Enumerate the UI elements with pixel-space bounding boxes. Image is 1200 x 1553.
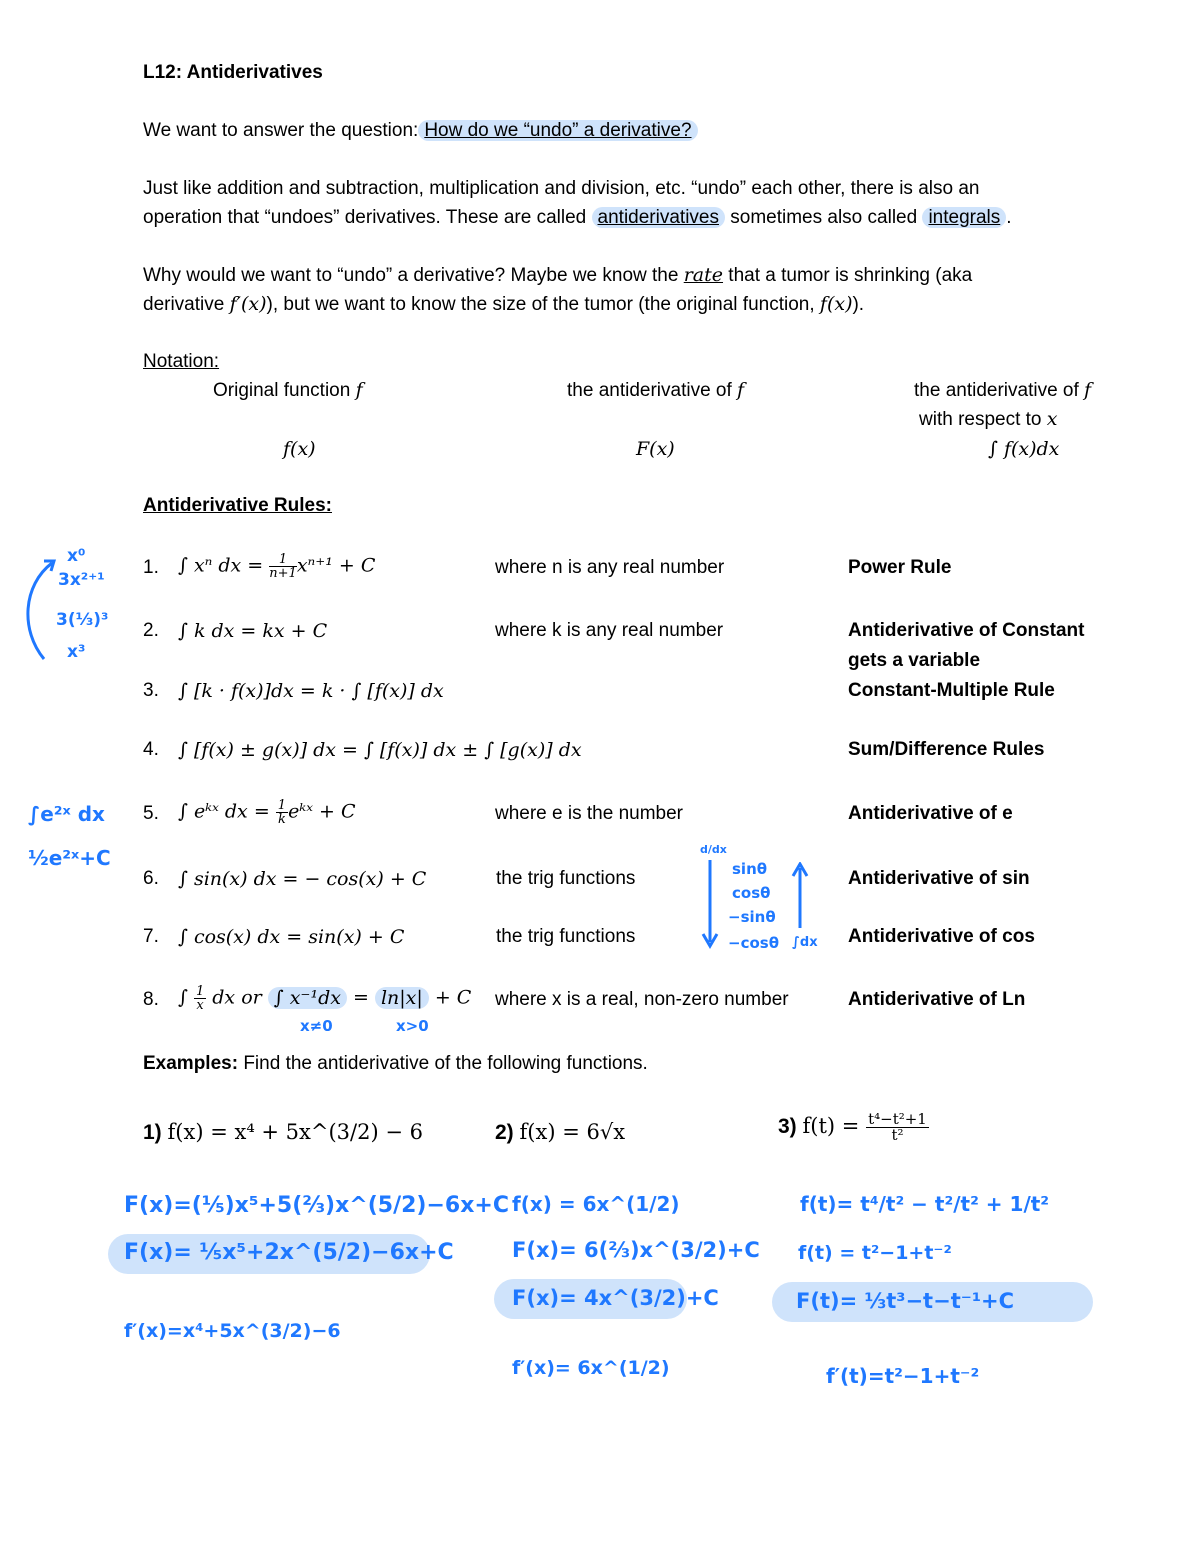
rule-2-name2: gets a variable xyxy=(848,650,981,671)
para2-text-e2: ). xyxy=(852,294,865,315)
trig-neg-cos: −cosθ xyxy=(728,934,779,952)
rule-4-num: 4. xyxy=(143,739,159,760)
rule-5-fraction xyxy=(276,799,288,826)
rule-8-name: Antiderivative of Ln xyxy=(848,989,1026,1010)
rule-8-frac-num: 1 xyxy=(195,984,205,999)
trig-derivative-label: d/dx xyxy=(700,843,727,856)
rule-5-formula xyxy=(178,799,356,826)
rule-6-name: Antiderivative of sin xyxy=(848,868,1030,889)
original-expr: f(x) xyxy=(819,293,853,315)
down-arrow-icon xyxy=(700,860,720,950)
rule-5-num: 5. xyxy=(143,803,159,824)
rule-1-name: Power Rule xyxy=(848,557,952,578)
term-integrals: integrals xyxy=(922,207,1006,228)
notation-col2-var: f xyxy=(737,379,745,401)
example-3-frac-den: t² xyxy=(891,1126,904,1144)
rule-2-where: where k is any real number xyxy=(495,620,724,641)
notation-col1-text: Original function xyxy=(213,380,351,401)
notation-col2-text: the antiderivative of xyxy=(567,380,732,401)
rule-7-name: Antiderivative of cos xyxy=(848,926,1035,947)
trig-integral-label: ∫dx xyxy=(792,935,818,950)
ex2-check: f′(x)= 6x^(1/2) xyxy=(512,1357,670,1379)
notation-col2-expr: F(x) xyxy=(636,438,675,460)
para1-line1: Just like addition and subtraction, multiplication and division, etc. “undo” each other, there is also an xyxy=(143,178,980,199)
margin-power-2: 3x²⁺¹ xyxy=(58,570,105,590)
examples-text: Find the antiderivative of the following functions. xyxy=(238,1053,648,1074)
rule-7-num: 7. xyxy=(143,926,159,947)
notation-col1-label xyxy=(213,379,363,402)
rule-8-highlight-xinv: ∫ x⁻¹dx xyxy=(268,987,347,1009)
rule-6-where: the trig functions xyxy=(496,868,636,889)
example-1 xyxy=(143,1120,423,1145)
rule-7-formula: ∫ cos(x) dx = sin(x) + C xyxy=(178,926,405,948)
rule-3-name: Constant-Multiple Rule xyxy=(848,680,1055,701)
rule-5-frac-den: k xyxy=(277,812,286,827)
notation-col2-label xyxy=(567,379,744,402)
rule-2-num: 2. xyxy=(143,620,159,641)
example-1-num: 1) xyxy=(143,1121,162,1144)
example-3-num: 3) xyxy=(778,1115,797,1139)
rule-6-formula: ∫ sin(x) dx = − cos(x) + C xyxy=(178,868,427,890)
examples-label: Examples: xyxy=(143,1053,239,1074)
rule-8-frac-den: x xyxy=(196,998,204,1013)
example-3-frac-num: t⁴−t²+1 xyxy=(868,1110,927,1128)
rule-3-num: 3. xyxy=(143,680,159,701)
trig-neg-sin: −sinθ xyxy=(728,908,776,926)
example-3-expr: f(t) = xyxy=(802,1114,867,1139)
para2-text-c: that a tumor is shrinking (aka xyxy=(723,265,973,286)
ex1-check: f′(x)=x⁴+5x^(3/2)−6 xyxy=(124,1320,341,1342)
derivative-expr: f′(x) xyxy=(229,293,267,315)
rule-8-num: 8. xyxy=(143,989,159,1010)
notation-col3-var: f xyxy=(1084,379,1092,401)
page-title: L12: Antiderivatives xyxy=(143,62,323,83)
example-3-fraction xyxy=(866,1112,929,1143)
ex2-answer: F(x)= 4x^(3/2)+C xyxy=(512,1286,719,1310)
rule-2-formula: ∫ k dx = kx + C xyxy=(178,620,328,642)
notation-col1-var: f xyxy=(355,379,363,401)
margin-bracket-arrow xyxy=(18,555,58,665)
notation-col3-expr: ∫ f(x)dx xyxy=(988,438,1060,460)
rule-1-where: where n is any real number xyxy=(495,557,725,578)
rule-5-where: where e is the number xyxy=(495,803,683,824)
examples-heading xyxy=(143,1053,648,1075)
notation-heading: Notation: xyxy=(143,351,220,372)
para2-text-a: Why would we want to “undo” a derivative? Maybe we know the xyxy=(143,265,684,286)
ex1-answer: F(x)= ⅕x⁵+2x^(5/2)−6x+C xyxy=(124,1240,454,1265)
rule-5-frac-num: 1 xyxy=(277,798,287,813)
up-arrow-icon xyxy=(790,862,810,932)
rule-4-name: Sum/Difference Rules xyxy=(848,739,1045,760)
term-rate: rate xyxy=(683,264,724,286)
ex3-check: f′(t)=t²−1+t⁻² xyxy=(826,1364,980,1388)
margin-exp-1: ∫e²ˣ dx xyxy=(28,802,105,826)
ex3-work-1: f(t)= t⁴/t² − t²/t² + 1/t² xyxy=(800,1192,1050,1216)
ex3-work-2: f(t) = t²−1+t⁻² xyxy=(798,1242,952,1264)
example-1-expr: f(x) = x⁴ + 5x^(3/2) − 6 xyxy=(167,1120,423,1144)
notation-col3-var2: x xyxy=(1046,408,1058,430)
rule-5-name: Antiderivative of e xyxy=(848,803,1013,824)
example-3 xyxy=(778,1112,929,1143)
para1-text-c: sometimes also called xyxy=(724,207,923,228)
rule-1-fraction xyxy=(269,553,297,580)
rule-1-frac-num: 1 xyxy=(269,553,297,567)
ex2-work-2: F(x)= 6(⅔)x^(3/2)+C xyxy=(512,1238,760,1262)
rule-1-formula xyxy=(178,553,375,580)
rule-8-fraction xyxy=(194,985,206,1012)
margin-power-1: x⁰ xyxy=(67,546,86,566)
example-2-num: 2) xyxy=(495,1121,514,1144)
example-2 xyxy=(495,1120,625,1145)
notation-col1-expr: f(x) xyxy=(283,438,316,460)
para2-text-c2: ), but we want to know the size of the tumor (the original function, xyxy=(266,294,820,315)
para2-line1 xyxy=(143,264,972,287)
rule-8-text-c: = xyxy=(346,986,375,1009)
rule-4-formula: ∫ [f(x) ± g(x)] dx = ∫ [f(x)] dx ± ∫ [g(x)] dx xyxy=(178,739,582,761)
para1-text-e: . xyxy=(1006,207,1012,228)
margin-exp-2: ½e²ˣ+C xyxy=(28,846,111,870)
term-antiderivatives: antiderivatives xyxy=(592,207,725,228)
question-line xyxy=(143,120,698,142)
ex3-answer: F(t)= ⅓t³−t−t⁻¹+C xyxy=(796,1289,1015,1313)
rule-8-text-a: dx or xyxy=(206,986,268,1009)
notation-col3-label xyxy=(914,379,1091,402)
margin-power-4: x³ xyxy=(67,642,86,662)
trig-sin: sinθ xyxy=(732,860,768,878)
rules-heading: Antiderivative Rules: xyxy=(143,495,332,516)
example-2-expr: f(x) = 6√x xyxy=(519,1120,626,1144)
para2-text-a2: derivative xyxy=(143,294,230,315)
rule-1-lhs: ∫ xⁿ dx = xyxy=(178,554,270,577)
rule-1-rhs: xⁿ⁺¹ + C xyxy=(296,554,376,577)
margin-power-3: 3(⅓)³ xyxy=(56,610,109,630)
rule-1-num: 1. xyxy=(143,557,159,578)
para1-line2 xyxy=(143,207,1012,229)
rule-8-where: where x is a real, non-zero number xyxy=(495,989,789,1010)
rule-8-highlight-ln: ln|x| xyxy=(375,987,429,1009)
rule-5-lhs: ∫ eᵏˣ dx = xyxy=(178,800,276,823)
rule-8-formula xyxy=(178,985,471,1012)
ex1-work-1: F(x)=(⅕)x⁵+5(⅔)x^(5/2)−6x+C xyxy=(124,1193,509,1218)
rule-8-text-e: + C xyxy=(428,986,472,1009)
para2-line2 xyxy=(143,293,864,316)
ln-domain-2: x>0 xyxy=(396,1017,429,1035)
rule-5-rhs: eᵏˣ + C xyxy=(288,800,356,823)
trig-cos: cosθ xyxy=(732,884,771,902)
para1-text-a: operation that “undoes” derivatives. These are called xyxy=(143,207,592,228)
rule-6-num: 6. xyxy=(143,868,159,889)
ex2-work-1: f(x) = 6x^(1/2) xyxy=(512,1192,680,1216)
rule-8-lhs: ∫ xyxy=(178,986,194,1009)
rule-3-formula: ∫ [k · f(x)]dx = k · ∫ [f(x)] dx xyxy=(178,680,444,702)
rule-2-name: Antiderivative of Constant xyxy=(848,620,1085,641)
question-highlight: How do we “undo” a derivative? xyxy=(418,120,697,141)
notation-col3-text2: with respect to xyxy=(919,409,1042,430)
rule-1-frac-den: n+1 xyxy=(269,566,297,581)
rule-7-where: the trig functions xyxy=(496,926,636,947)
notation-col3-text: the antiderivative of xyxy=(914,380,1079,401)
ln-domain-1: x≠0 xyxy=(300,1017,333,1035)
notation-col3-label2 xyxy=(919,408,1058,431)
question-intro: We want to answer the question: xyxy=(143,120,419,141)
